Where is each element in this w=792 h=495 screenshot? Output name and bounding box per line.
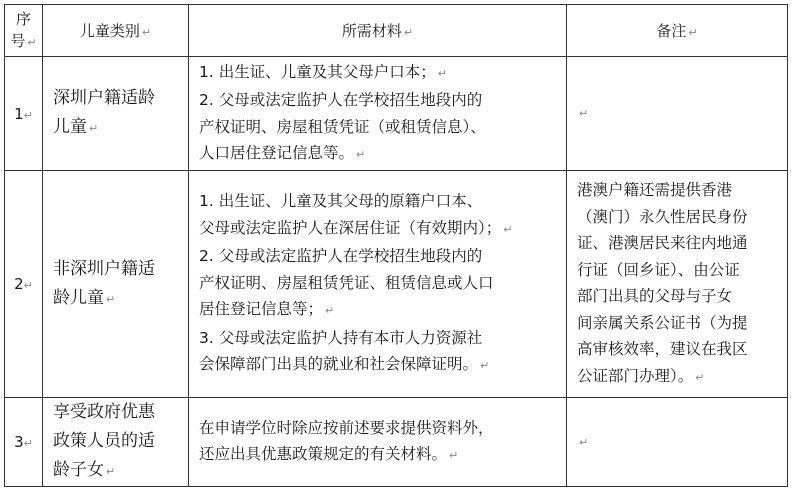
header-seq (5, 5, 43, 57)
row-note: ↵ (567, 57, 788, 171)
table-row (5, 57, 788, 171)
admission-materials-table (4, 4, 788, 487)
row-note: ↵ (567, 398, 788, 487)
header-row (5, 5, 788, 57)
table-row (5, 171, 788, 398)
row-seq: 3↵ (5, 398, 43, 487)
row-note: 港澳户籍还需提供香港 （澳门）永久性居民身份 证、港澳居民来往内地通 行证（回乡证）、由公证 部门出具的父母与子女 间亲属关系公证书（为提 高审核效率，建议在我区 公证部门办理）。 ↵ (567, 171, 788, 398)
header-note: 备注 ↵ (567, 5, 788, 57)
header-seq-line1: 序 (15, 9, 31, 28)
row-category: 非深圳户籍适 龄儿童 ↵ (43, 171, 189, 398)
row-category: 深圳户籍适龄 儿童 ↵ (43, 57, 189, 171)
row-materials: 在申请学位时除应按前述要求提供资料外， 还应出具优惠政策规定的有关材料。 ↵ (189, 398, 567, 487)
header-seq-line2: 号 ↵ (10, 31, 37, 50)
header-category: 儿童类别 ↵ (43, 5, 189, 57)
row-materials: 1. 出生证、儿童及其父母的原籍户口本、 父母或法定监护人在深居住证（有效期内）； ↵ 2. 父母或法定监护人在学校招生地段内的 产权证明、房屋租赁凭证、租赁信息或人口 居住登记信息等； ↵ 3. 父母或法定监护人持有本市人力资源社 会保障部门出具的就业和社会保障证明。 ↵ (189, 171, 567, 398)
row-seq: 2↵ (5, 171, 43, 398)
table-row (5, 398, 788, 487)
row-materials: 1. 出生证、儿童及其父母户口本； ↵ 2. 父母或法定监护人在学校招生地段内的 产权证明、房屋租赁凭证（或租赁信息）、 人口居住登记信息等。 ↵ (189, 57, 567, 171)
row-seq: 1↵ (5, 57, 43, 171)
header-materials: 所需材料 ↵ (189, 5, 567, 57)
row-category: 享受政府优惠 政策人员的适 龄子女 ↵ (43, 398, 189, 487)
